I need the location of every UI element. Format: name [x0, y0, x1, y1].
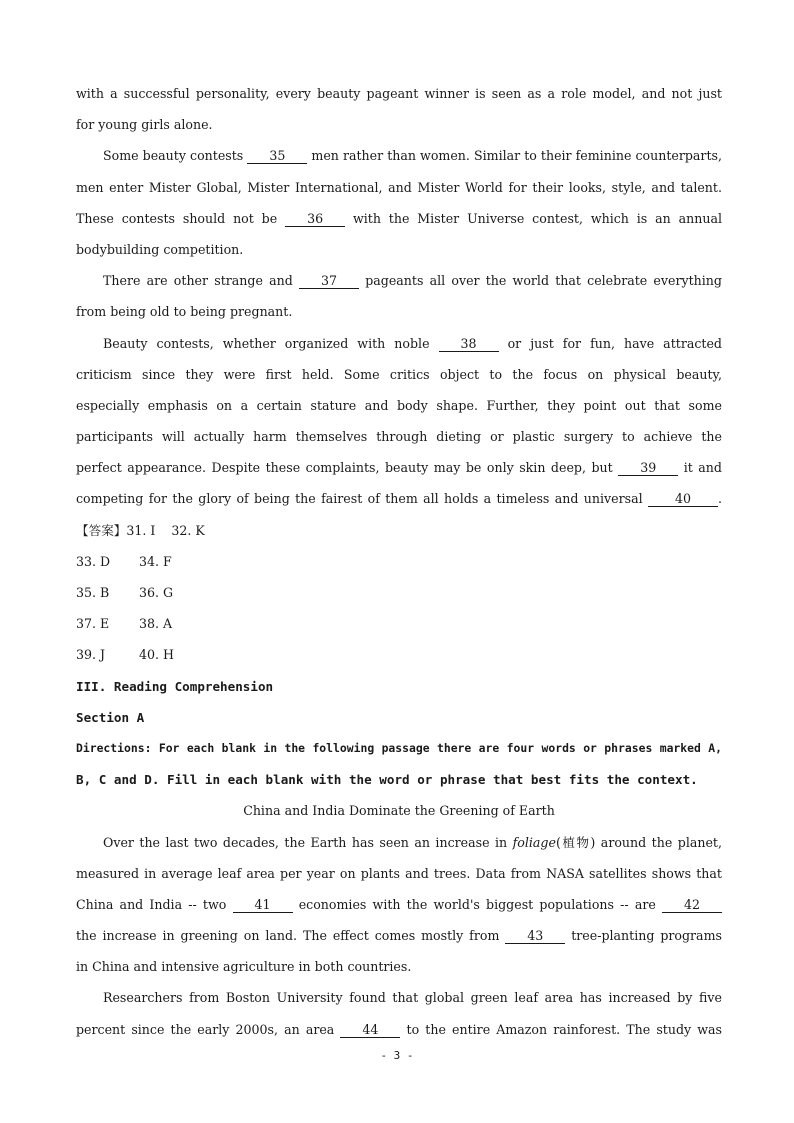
text-line [76, 452, 722, 483]
answer-label: 【答案】 [76, 522, 127, 538]
blank-37: 37 [299, 274, 359, 289]
answer-item: 39. J [76, 647, 106, 663]
text-line [76, 483, 722, 514]
directions-line: B, C and D. Fill in each blank with the word or phrase that best fits the context. [76, 772, 698, 788]
blank-39: 39 [618, 461, 678, 476]
answer-row [76, 639, 722, 670]
text-line: criticism since they were first held. Some critics object to the focus on physical beauty, [76, 366, 722, 382]
text-line [76, 827, 722, 858]
answer-item: 36. G [139, 585, 174, 600]
text-run: or just for fun, have attracted [507, 335, 722, 351]
answer-item: 38. A [139, 616, 173, 632]
answer-row [76, 515, 722, 546]
text-run: . [717, 491, 722, 507]
text-run: the increase in greening on land. The effect comes mostly from [76, 928, 500, 944]
text-line: in China and intensive agriculture in both countries. [76, 959, 412, 975]
text-run: competing for the glory of being the fairest of them all holds a timeless and universal [76, 491, 643, 507]
text-line: especially emphasis on a certain stature and body shape. Further, they point out that some [76, 397, 722, 413]
text-run: economies with the world's biggest populations -- are [298, 896, 656, 912]
text-run: tree-planting programs [571, 928, 722, 944]
text-run: Over the last two decades, the Earth has seen an increase in [103, 834, 508, 850]
document-page [76, 78, 722, 1045]
text-line [76, 140, 722, 171]
text-line: men enter Mister Global, Mister International, and Mister World for their looks, style, and talent. [76, 179, 722, 195]
answer-item: 33. D [76, 553, 111, 569]
text-run: perfect appearance. Despite these complaints, beauty may be only skin deep, but [76, 460, 613, 476]
text-line [76, 889, 722, 920]
text-line [76, 920, 722, 951]
directions-line: Directions: For each blank in the following passage there are four words or phrases marked A, [76, 740, 722, 755]
text-line: measured in average leaf area per year on plants and trees. Data from NASA satellites shows that [76, 865, 722, 881]
text-run: China and India -- two [76, 896, 227, 912]
text-line [76, 203, 722, 234]
text-run: to the entire Amazon rainforest. The study was [406, 1021, 722, 1037]
passage-title: China and India Dominate the Greening of Earth [243, 803, 555, 819]
text-line: with a successful personality, every beauty pageant winner is seen as a role model, and not just [76, 86, 722, 101]
text-run: (植物) around the planet, [555, 834, 722, 850]
blank-41: 41 [233, 898, 293, 913]
blank-36: 36 [285, 212, 345, 227]
text-run: pageants all over the world that celebrate everything [365, 273, 722, 289]
text-line: for young girls alone. [76, 117, 213, 133]
text-line [76, 328, 722, 359]
answer-row [76, 546, 722, 577]
section-heading: III. Reading Comprehension [76, 678, 274, 694]
answer-item: 35. B [76, 585, 110, 600]
text-run: men rather than women. Similar to their feminine counterparts, [311, 148, 722, 164]
blank-42: 42 [662, 898, 722, 913]
text-line: Researchers from Boston University found that global green leaf area has increased by five [103, 990, 722, 1006]
blank-38: 38 [439, 337, 499, 352]
blank-35: 35 [247, 149, 307, 164]
page-number: - 3 - [380, 1049, 414, 1062]
answer-row [76, 608, 722, 639]
answer-item: 34. F [139, 553, 172, 569]
text-line [76, 1014, 722, 1045]
foliage-word: foliage [512, 834, 556, 850]
blank-40: 40 [648, 492, 718, 507]
blank-43: 43 [505, 929, 565, 944]
text-line: participants will actually harm themselves through dieting or plastic surgery to achieve the [76, 429, 722, 445]
text-run: These contests should not be [76, 210, 278, 226]
text-line: from being old to being pregnant. [76, 304, 293, 320]
answer-item: 40. H [139, 647, 175, 663]
text-run: Beauty contests, whether organized with noble [103, 335, 430, 351]
answer-item: 31. I [126, 522, 156, 538]
text-run: percent since the early 2000s, an area [76, 1021, 335, 1037]
text-line [76, 265, 722, 296]
section-subheading: Section A [76, 709, 145, 725]
answer-item: 37. E [76, 616, 110, 632]
blank-44: 44 [340, 1023, 400, 1038]
answer-item: 32. K [171, 522, 205, 538]
text-run: it and [683, 460, 722, 476]
answer-row [76, 577, 722, 608]
text-run: There are other strange and [103, 273, 293, 289]
text-line: bodybuilding competition. [76, 241, 244, 257]
text-run: with the Mister Universe contest, which is an annual [352, 210, 722, 226]
text-run: Some beauty contests [103, 148, 244, 164]
